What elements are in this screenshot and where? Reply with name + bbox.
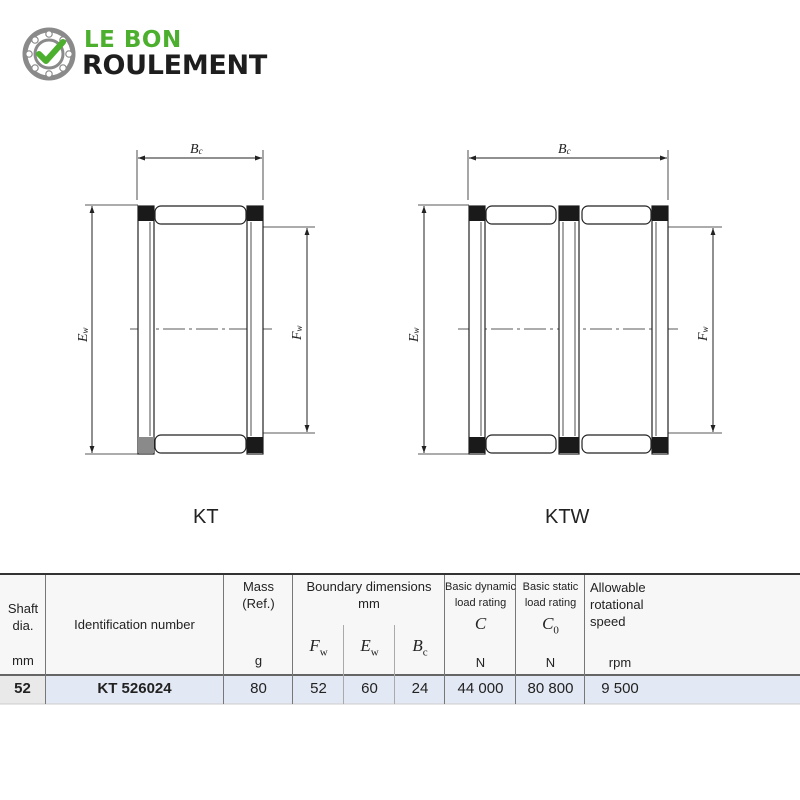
mass-header: Mass (Ref.)	[242, 579, 275, 611]
kt-inner-label: Fw	[290, 325, 305, 340]
ktw-width-label: Bc	[558, 142, 571, 157]
ktw-variant-label: KTW	[545, 506, 590, 528]
boundary-header: Boundary dimensions mm	[306, 579, 432, 611]
ew-header: $E_w$	[360, 636, 379, 659]
row-static-load: 80 800	[527, 680, 574, 697]
kt-drawing	[85, 150, 315, 454]
fw-header: $F_w$	[309, 636, 328, 659]
brand-line2: ROULEMENT	[82, 50, 267, 81]
dynamic-load-unit: N	[475, 655, 486, 670]
static-load-header: Basic static load rating	[522, 581, 579, 609]
kt-outer-label: Ew	[76, 327, 91, 342]
ident-header: Identification number	[74, 617, 195, 632]
bc-header: $B_c$	[412, 636, 428, 659]
speed-header: Allowable rotational speed	[590, 580, 646, 629]
row-mass: 80	[250, 680, 267, 697]
row-speed: 9 500	[601, 680, 639, 697]
ktw-outer-label: Ew	[407, 327, 422, 342]
row-dynamic-load: 44 000	[457, 680, 504, 697]
speed-unit: rpm	[608, 655, 632, 670]
kt-width-label: Bc	[190, 142, 203, 157]
row-shaft: 52	[14, 680, 31, 697]
static-load-symbol: $C_0$	[542, 614, 559, 637]
ktw-drawing	[418, 150, 722, 454]
brand-line1: LE BON	[84, 27, 182, 53]
row-bc: 24	[411, 680, 429, 697]
row-ew: 60	[361, 680, 378, 697]
dynamic-load-symbol: C	[474, 614, 487, 633]
row-fw: 52	[310, 680, 327, 697]
shaft-header: Shaft dia.	[7, 601, 39, 633]
spec-table	[0, 573, 800, 705]
dynamic-load-header: Basic dynamic load rating	[445, 581, 516, 609]
mass-unit: g	[254, 653, 263, 668]
ktw-inner-label: Fw	[696, 326, 711, 341]
kt-variant-label: KT	[193, 506, 219, 528]
shaft-unit: mm	[12, 653, 34, 668]
static-load-unit: N	[545, 655, 556, 670]
row-ident: KT 526024	[97, 680, 172, 697]
